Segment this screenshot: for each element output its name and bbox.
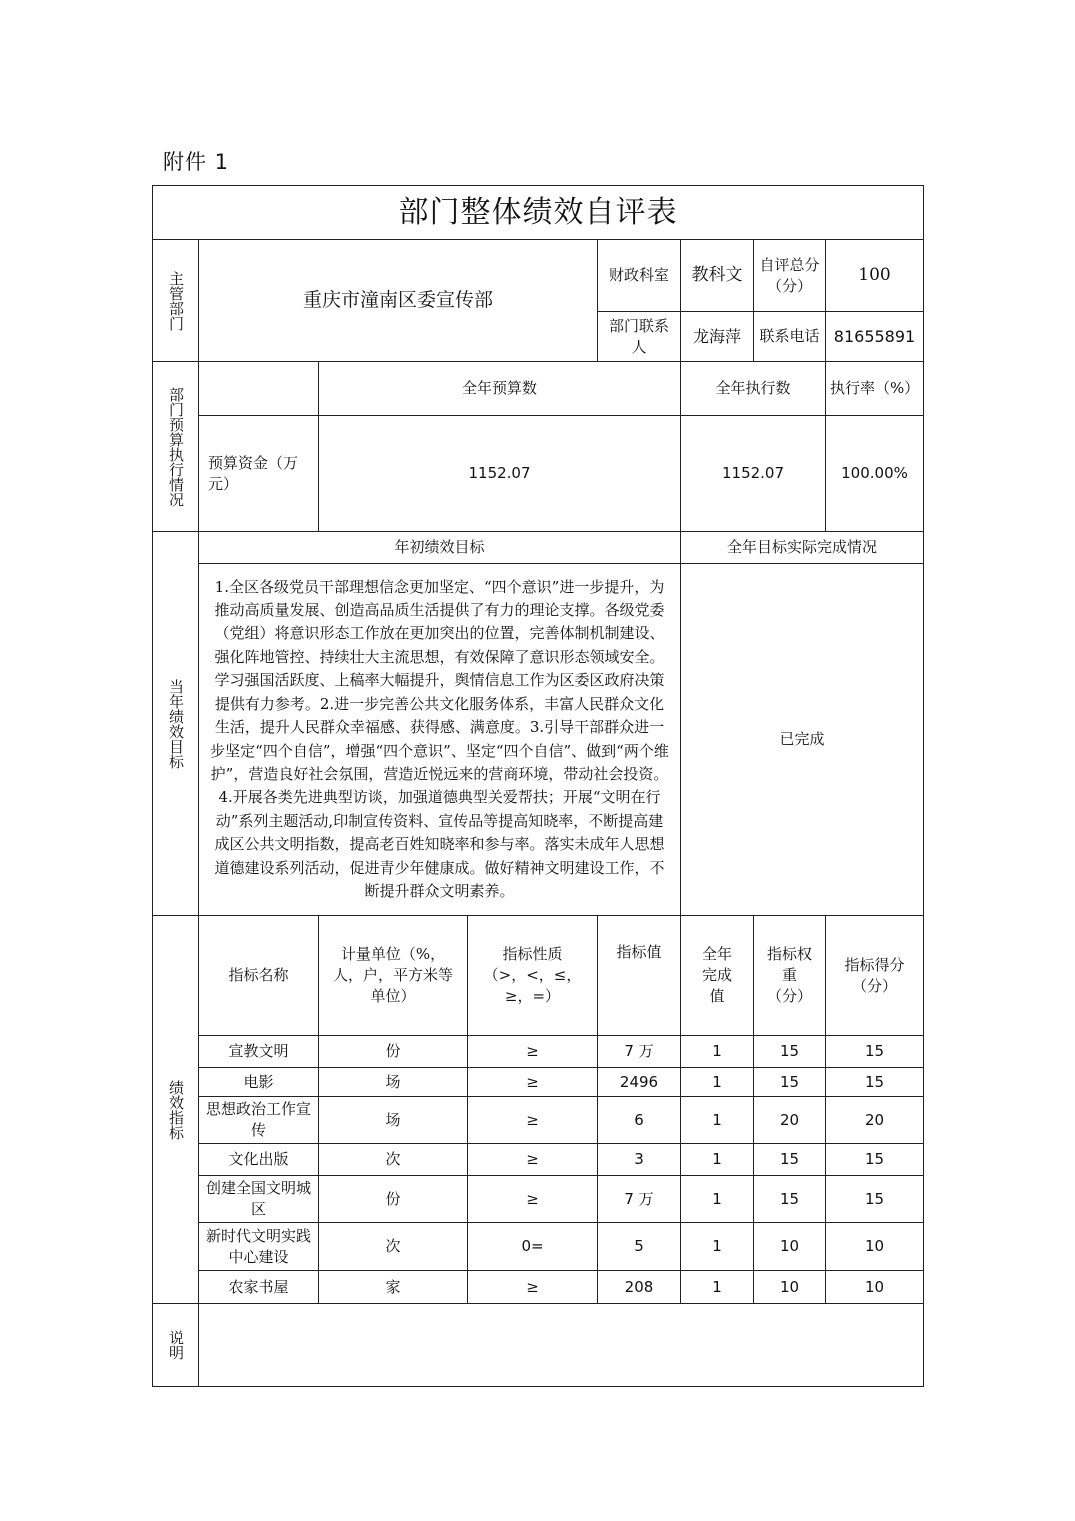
indicator-weight: 15 — [754, 1036, 826, 1068]
budget-header-executed: 全年执行数 — [681, 362, 826, 416]
goals-actual: 已完成 — [681, 564, 924, 916]
indicator-header-name: 指标名称 — [199, 916, 319, 1036]
indicator-target: 5 — [598, 1223, 681, 1271]
indicator-completed: 1 — [681, 1144, 754, 1176]
indicator-header-weight: 指标权重（分） — [754, 916, 826, 1036]
table-row — [153, 1223, 924, 1271]
indicator-score: 15 — [826, 1144, 924, 1176]
contact-value: 龙海萍 — [681, 312, 754, 362]
indicator-name: 思想政治工作宣传 — [199, 1097, 319, 1144]
goals-label: 当年绩效目标 — [153, 532, 199, 916]
goals-text: 1.全区各级党员干部理想信念更加坚定、“四个意识”进一步提升，为推动高质量发展、创造高品质生活提供了有力的理论支撑。各级党委（党组）将意识形态工作放在更加突出的位置，完善体制机制建设、强化阵地管控、持续壮大主流思想，有效保障了意识形态领域安全。学习强国活跃度、上稿率大幅提升，舆情信息工作为区委区政府决策提供有力参考。2.进一步完善公共文化服务体系，丰富人民群众文化生活，提升人民群众幸福感、获得感、满意度。3.引导干部群众进一步坚定“四个自信”，增强“四个意识”、坚定“四个自信”、做到“两个维护”，营造良好社会氛围，营造近悦远来的营商环境，带动社会投资。4.开展各类先进典型访谈，加强道德典型关爱帮扶；开展“文明在行动”系列主题活动,印制宣传资料、宣传品等提高知晓率，不断提高建成区公共文明指数，提高老百姓知晓率和参与率。落实未成年人思想道德建设系列活动，促进青少年健康成。做好精神文明建设工作，不断提升群众文明素养。 — [199, 564, 681, 916]
phone-label: 联系电话 — [754, 312, 826, 362]
finance-office-value: 教科文 — [681, 240, 754, 312]
goals-header-actual: 全年目标实际完成情况 — [681, 532, 924, 564]
indicator-unit: 份 — [319, 1036, 468, 1068]
table-row — [153, 1176, 924, 1223]
budget-row-label: 预算资金（万元） — [199, 416, 319, 532]
indicator-weight: 10 — [754, 1223, 826, 1271]
table-row — [153, 1036, 924, 1068]
indicator-completed: 1 — [681, 1036, 754, 1068]
indicator-target: 208 — [598, 1271, 681, 1304]
indicator-name: 电影 — [199, 1068, 319, 1097]
indicator-nature: ≥ — [468, 1036, 598, 1068]
executed-value: 1152.07 — [681, 416, 826, 532]
indicator-header-nature: 指标性质（>，<，≤，≥，=） — [468, 916, 598, 1036]
indicator-nature: ≥ — [468, 1068, 598, 1097]
notes-value — [199, 1304, 924, 1387]
indicator-name: 新时代文明实践中心建设 — [199, 1223, 319, 1271]
indicator-completed: 1 — [681, 1271, 754, 1304]
indicator-unit: 次 — [319, 1144, 468, 1176]
table-row — [153, 1144, 924, 1176]
attachment-label: 附件 1 — [163, 150, 230, 174]
indicator-target: 3 — [598, 1144, 681, 1176]
contact-label: 部门联系人 — [598, 312, 681, 362]
budget-corner-cell — [199, 362, 319, 416]
indicator-score: 15 — [826, 1036, 924, 1068]
indicator-completed: 1 — [681, 1223, 754, 1271]
indicator-nature: ≥ — [468, 1097, 598, 1144]
indicator-unit: 家 — [319, 1271, 468, 1304]
budget-label: 部门预算执行情况 — [153, 362, 199, 532]
self-score-value: 100 — [826, 240, 924, 312]
dept-label: 主管部门 — [153, 240, 199, 362]
indicator-weight: 15 — [754, 1068, 826, 1097]
indicator-unit: 场 — [319, 1097, 468, 1144]
indicator-target: 6 — [598, 1097, 681, 1144]
indicator-weight: 10 — [754, 1271, 826, 1304]
indicator-unit: 场 — [319, 1068, 468, 1097]
indicator-name: 文化出版 — [199, 1144, 319, 1176]
indicator-header-completed: 全年完成值 — [681, 916, 754, 1036]
table-row — [153, 1097, 924, 1144]
indicator-name: 农家书屋 — [199, 1271, 319, 1304]
budget-header-rate: 执行率（%） — [826, 362, 924, 416]
indicator-header-score: 指标得分（分） — [826, 916, 924, 1036]
indicator-target: 7 万 — [598, 1036, 681, 1068]
rate-value: 100.00% — [826, 416, 924, 532]
indicator-nature: ≥ — [468, 1176, 598, 1223]
indicator-weight: 20 — [754, 1097, 826, 1144]
table-row — [153, 1271, 924, 1304]
indicator-score: 15 — [826, 1176, 924, 1223]
indicator-nature: 0= — [468, 1223, 598, 1271]
goals-header-initial: 年初绩效目标 — [199, 532, 681, 564]
indicator-nature: ≥ — [468, 1271, 598, 1304]
self-score-label: 自评总分（分） — [754, 240, 826, 312]
indicator-score: 10 — [826, 1271, 924, 1304]
indicator-name: 创建全国文明城区 — [199, 1176, 319, 1223]
phone-value: 81655891 — [826, 312, 924, 362]
indicator-target: 2496 — [598, 1068, 681, 1097]
budget-value: 1152.07 — [319, 416, 681, 532]
indicator-nature: ≥ — [468, 1144, 598, 1176]
indicator-unit: 次 — [319, 1223, 468, 1271]
notes-label: 说明 — [153, 1304, 199, 1387]
indicator-target: 7 万 — [598, 1176, 681, 1223]
indicator-completed: 1 — [681, 1097, 754, 1144]
indicator-header-unit: 计量单位（%，人，户，平方米等单位） — [319, 916, 468, 1036]
indicator-completed: 1 — [681, 1176, 754, 1223]
indicator-score: 15 — [826, 1068, 924, 1097]
dept-name: 重庆市潼南区委宣传部 — [199, 240, 598, 362]
indicator-name: 宣教文明 — [199, 1036, 319, 1068]
indicator-score: 20 — [826, 1097, 924, 1144]
performance-table — [152, 185, 924, 1387]
finance-office-label: 财政科室 — [598, 240, 681, 312]
form-title: 部门整体绩效自评表 — [153, 186, 924, 240]
indicator-score: 10 — [826, 1223, 924, 1271]
indicator-header-target: 指标值 — [598, 916, 681, 1036]
budget-header-budget: 全年预算数 — [319, 362, 681, 416]
indicator-weight: 15 — [754, 1144, 826, 1176]
indicator-completed: 1 — [681, 1068, 754, 1097]
indicator-weight: 15 — [754, 1176, 826, 1223]
indicator-unit: 份 — [319, 1176, 468, 1223]
indicators-label: 绩效指标 — [153, 916, 199, 1304]
table-row — [153, 1068, 924, 1097]
